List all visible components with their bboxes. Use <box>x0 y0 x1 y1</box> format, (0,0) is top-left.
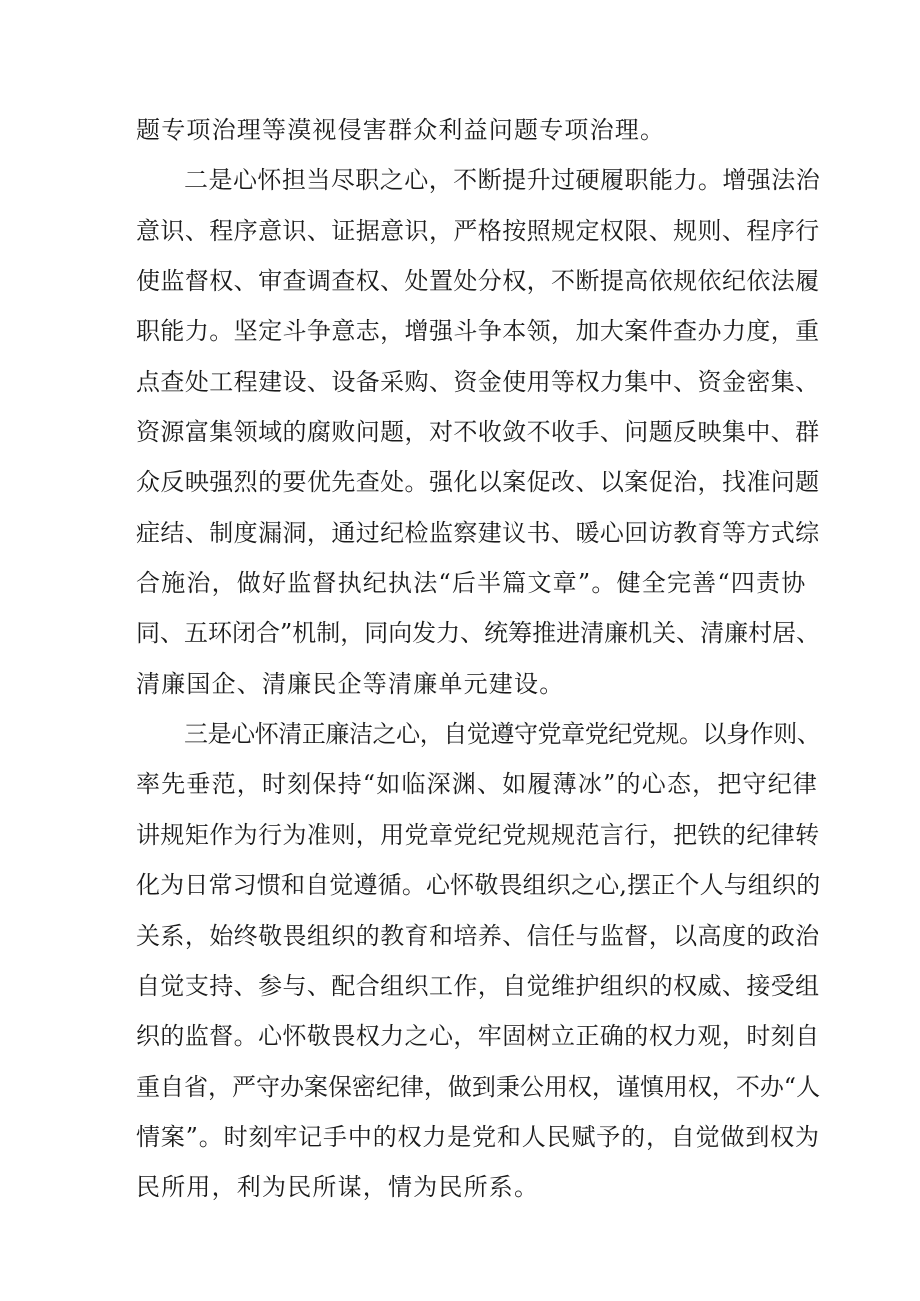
body-text <box>136 105 820 1213</box>
text-line: 合施治，做好监督执纪执法“后半篇文章”。健全完善“四责协 <box>136 569 807 598</box>
text-line: 职能力。坚定斗争意志，增强斗争本领，加大案件查办力度，重 <box>136 317 820 346</box>
text-line: 题专项治理等漠视侵害群众利益问题专项治理。 <box>136 116 666 144</box>
text-line: 讲规矩作为行为准则，用党章党纪党规规范言行，把铁的纪律转 <box>136 820 820 849</box>
text-line: 情案”。时刻牢记手中的权力是党和人民赋予的，自觉做到权为 <box>136 1122 820 1151</box>
text-line: 众反映强烈的要优先查处。强化以案促改、以案促治，找准问题 <box>136 468 820 497</box>
text-line: 二是心怀担当尽职之心，不断提升过硬履职能力。增强法治 <box>184 166 821 195</box>
text-line: 症结、制度漏洞，通过纪检监察建议书、暖心回访教育等方式综 <box>136 518 820 547</box>
text-line: 织的监督。心怀敬畏权力之心，牢固树立正确的权力观，时刻自 <box>136 1022 820 1051</box>
text-line: 点查处工程建设、设备采购、资金使用等权力集中、资金密集、 <box>136 367 820 396</box>
text-line: 同、五环闭合”机制，同向发力、统筹推进清廉机关、清廉村居、 <box>136 619 821 648</box>
text-line: 化为日常习惯和自觉遵循。心怀敬畏组织之心,摆正个人与组织的 <box>136 871 821 900</box>
text-line: 民所用，利为民所谋，情为民所系。 <box>136 1173 540 1202</box>
text-line: 自觉支持、参与、配合组织工作，自觉维护组织的权威、接受组 <box>136 971 820 1000</box>
text-line: 关系，始终敬畏组织的教育和培养、信任与监督，以高度的政治 <box>136 921 820 950</box>
text-line: 重自省，严守办案保密纪律，做到秉公用权，谨慎用权，不办“人 <box>136 1072 821 1101</box>
text-line: 三是心怀清正廉洁之心，自觉遵守党章党纪党规。以身作则、 <box>184 720 821 749</box>
text-line: 意识、程序意识、证据意识，严格按照规定权限、规则、程序行 <box>136 216 820 245</box>
text-line: 资源富集领域的腐败问题，对不收敛不收手、问题反映集中、群 <box>136 418 820 447</box>
text-line: 率先垂范，时刻保持“如临深渊、如履薄冰”的心态，把守纪律 <box>136 770 819 799</box>
text-line: 清廉国企、清廉民企等清廉单元建设。 <box>136 669 565 698</box>
text-line: 使监督权、审查调查权、处置处分权，不断提高依规依纪依法履 <box>136 267 820 296</box>
